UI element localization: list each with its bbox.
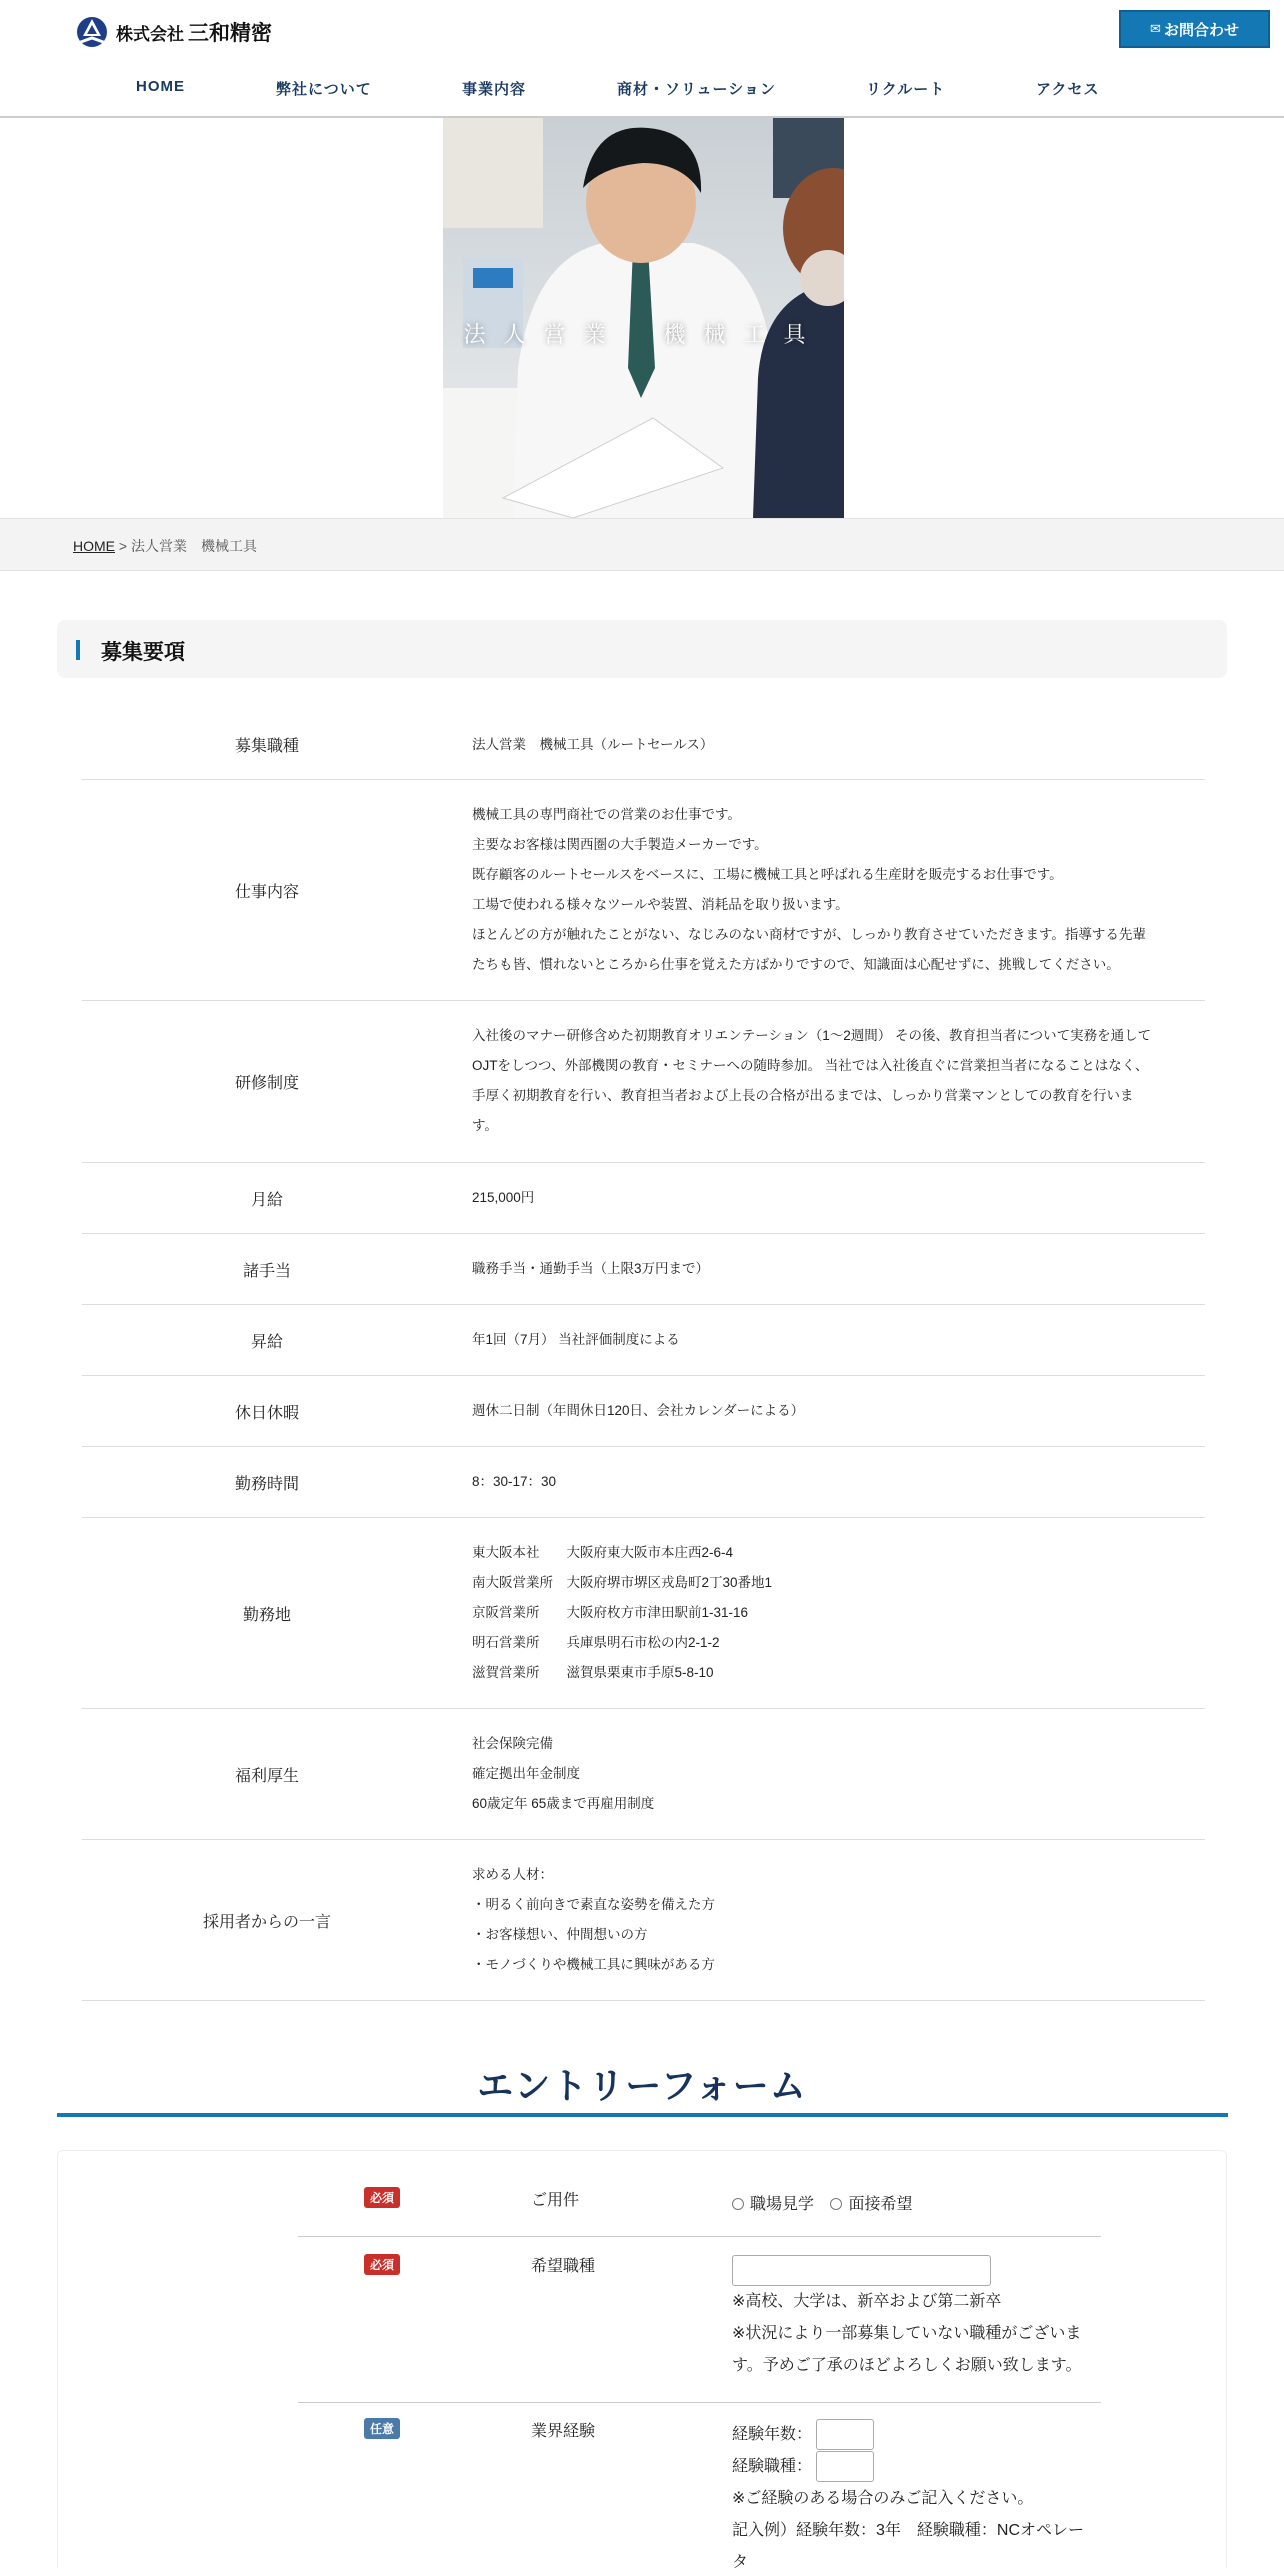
table-row — [82, 1001, 1205, 1163]
table-row — [82, 710, 1205, 780]
entry-title-underline — [57, 2113, 1228, 2117]
optional-badge: 任意 — [364, 2418, 400, 2439]
sanwa-logo-icon — [74, 15, 110, 49]
nav-item-recruit[interactable]: リクルート — [866, 81, 946, 98]
form-label: 業界経験 — [531, 2423, 596, 2440]
form-label: ご用件 — [531, 2192, 580, 2209]
table-row — [82, 1305, 1205, 1376]
heading-accent-bar — [76, 640, 80, 660]
radio-interview[interactable]: 面接希望 — [830, 2196, 912, 2213]
form-row-desired-job — [298, 2237, 1101, 2403]
nav-item-home[interactable]: HOME — [136, 78, 185, 95]
entry-form-title: エントリーフォーム — [477, 2065, 807, 2106]
breadcrumb-current: 法人営業 機械工具 — [130, 538, 257, 554]
contact-button-label: お問合わせ — [1163, 21, 1239, 39]
row-value: 入社後のマナー研修含めた初期教育オリエンテーション（1～2週間） その後、教育担当者について実務を通して OJTをしつつ、外部機関の教育・セミナーへの随時参加。 当社では入社後直ぐに営業担当者になることはなく、 手厚く初期教育を行い、教育担当者および上長の合格が出るまでは、しっかり営業マンとしての教育を行いま す。 — [472, 1028, 1152, 1133]
experience-fields: 経験年数： 経験職種： ※ご経験のある場合のみご記入ください。 記入例）経験年数：3年 経験職種：NCオペレー タ — [732, 2419, 1102, 2568]
purpose-options — [732, 2189, 1102, 2221]
row-value: 職務手当・通勤手当（上限3万円まで） — [472, 1261, 710, 1276]
radio-visit[interactable]: 職場見学 — [732, 2196, 814, 2213]
nav-item-business[interactable]: 事業内容 — [462, 81, 527, 98]
table-row — [82, 1234, 1205, 1305]
row-label: 勤務地 — [242, 1606, 291, 1624]
recruitment-section-heading — [57, 620, 1227, 678]
required-badge: 必須 — [364, 2254, 400, 2275]
years-label: 経験年数： — [732, 2426, 813, 2443]
row-value: 215,000円 — [472, 1190, 535, 1205]
required-badge: 必須 — [364, 2187, 400, 2208]
hero-image — [443, 118, 844, 518]
row-value: 求める人材： ・明るく前向きで素直な姿勢を備えた方 ・お客様想い、仲間想いの方 ・モノづくりや機械工具に興味がある方 — [472, 1867, 715, 1972]
section-title: 募集要項 — [101, 641, 185, 664]
table-row — [82, 1376, 1205, 1447]
row-label: 諸手当 — [242, 1262, 291, 1280]
row-label: 研修制度 — [234, 1075, 299, 1092]
job-type-input[interactable] — [816, 2451, 874, 2482]
row-value: 週休二日制（年間休日120日、会社カレンダーによる） — [472, 1403, 805, 1418]
table-row — [82, 1447, 1205, 1518]
row-label: 月給 — [250, 1191, 283, 1209]
breadcrumb-home-link[interactable]: HOME — [73, 538, 115, 554]
site-header — [0, 0, 1284, 118]
row-label: 仕事内容 — [234, 883, 299, 901]
row-label: 休日休暇 — [234, 1404, 299, 1422]
company-prefix: 株式会社 — [116, 25, 184, 44]
row-label: 採用者からの一言 — [202, 1913, 331, 1931]
table-row — [82, 1163, 1205, 1234]
row-value: 8：30-17：30 — [472, 1474, 557, 1489]
radio-icon — [732, 2198, 744, 2210]
table-row — [82, 1518, 1205, 1709]
nav-item-about[interactable]: 弊社について — [276, 81, 372, 98]
desired-job-input[interactable] — [732, 2255, 991, 2286]
row-label: 勤務時間 — [234, 1475, 299, 1493]
form-label: 希望職種 — [531, 2258, 596, 2275]
row-value: 法人営業 機械工具（ルートセールス） — [472, 737, 714, 752]
years-input[interactable] — [816, 2419, 874, 2450]
mail-icon: ✉ — [1150, 21, 1161, 36]
radio-icon — [830, 2198, 842, 2210]
job-type-label: 経験職種： — [732, 2458, 813, 2475]
row-label: 募集職種 — [234, 738, 299, 755]
breadcrumb — [73, 536, 257, 556]
main-nav — [0, 78, 1284, 106]
table-row — [82, 1709, 1205, 1840]
company-name: 三和精密 — [188, 22, 272, 45]
contact-button[interactable] — [1119, 10, 1270, 48]
nav-item-products[interactable]: 商材・ソリューション — [617, 81, 776, 98]
form-row-experience — [298, 2403, 1101, 2568]
row-label: 昇給 — [250, 1333, 283, 1351]
hero-title: 法人営業 機械工具 — [463, 322, 824, 347]
row-value: 社会保険完備 確定拠出年金制度 60歳定年 65歳まで再雇用制度 — [472, 1736, 655, 1811]
row-label: 福利厚生 — [234, 1767, 299, 1785]
breadcrumb-separator: > — [118, 538, 128, 554]
breadcrumb-bar — [0, 518, 1284, 571]
row-value: 年1回（7月） 当社評価制度による — [472, 1332, 680, 1347]
form-row-purpose — [298, 2151, 1101, 2237]
table-row — [82, 1840, 1205, 2001]
row-value: 東大阪本社 大阪府東大阪市本庄西2-6-4 南大阪営業所 大阪府堺市堺区戎島町2丁30番地1 京阪営業所 大阪府枚方市津田駅前1-31-16 明石営業所 兵庫県明石市松の内2-1-2 滋賀営業所 滋賀県栗東市手原5-8-10 — [472, 1545, 773, 1680]
row-value: 機械工具の専門商社での営業のお仕事です。 主要なお客様は関西圏の大手製造メーカーです。 既存顧客のルートセールスをベースに、工場に機械工具と呼ばれる生産財を販売するお仕事です。 工場で使われる様々なツールや装置、消耗品を取り扱います。 ほとんどの方が触れたことがない、なじみのない商材ですが、しっかり教育させていただきます。指導する先輩 たちも皆、慣れないところから仕事を覚えた方ばかりですので、知識面は心配せずに、挑戦してください。 — [472, 807, 1146, 972]
company-logo[interactable] — [74, 14, 272, 50]
nav-item-access[interactable]: アクセス — [1036, 81, 1100, 98]
entry-form — [57, 2150, 1227, 2568]
desired-job-field: ※高校、大学は、新卒および第二新卒 ※状況により一部募集していない職種がございま す。予めご了承のほどよろしくお願い致します。 — [732, 2255, 1102, 2382]
table-row — [82, 780, 1205, 1001]
